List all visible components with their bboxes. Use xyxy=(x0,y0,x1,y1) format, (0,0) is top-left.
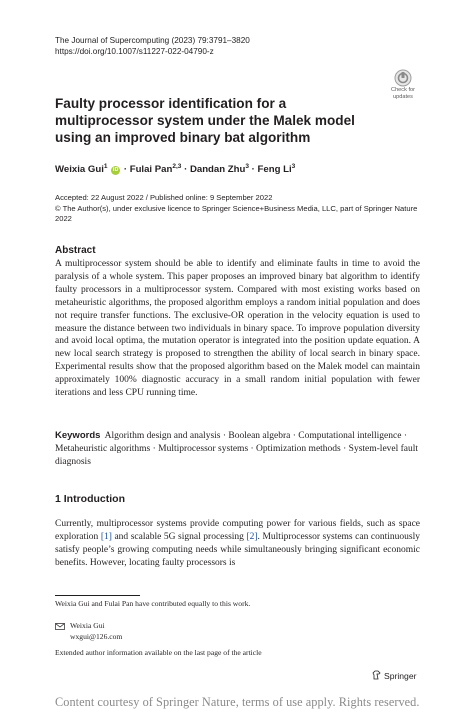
citation-link[interactable]: [1] xyxy=(100,531,112,542)
footnote-divider xyxy=(55,595,140,596)
intro-text: Currently, multiprocessor systems provide computing power for various fields, such as space exploration xyxy=(55,519,420,542)
keywords-block xyxy=(55,430,420,469)
author-separator: · xyxy=(181,164,190,176)
badge-line1: Check for xyxy=(391,87,415,93)
author-affiliation: 3 xyxy=(245,163,249,170)
author-affiliation: 3 xyxy=(291,163,296,170)
author-name[interactable]: Fulai Pan xyxy=(129,164,173,176)
author-separator: · xyxy=(121,164,130,176)
intro-text: and scalable 5G signal processing xyxy=(111,531,247,542)
introduction-paragraph xyxy=(55,518,420,570)
intro-text: . Multiprocessor systems can continuously satisfy people’s growing computing needs while simultaneously bringing significant economic benefits. However, locating faulty processors is xyxy=(55,531,421,568)
author-separator: · xyxy=(249,164,258,176)
keywords-text: Algorithm design and analysis · Boolean algebra · Computational intelligence · Metaheuristic algorithms · Multiprocessor systems · Optimization methods · System-level fault diagnosis xyxy=(55,431,419,467)
copyright-notice: © The Author(s), under exclusive licence to Springer Science+Business Media, LLC, part of Springer Nature 2022 xyxy=(55,203,418,223)
author-name[interactable]: Dandan Zhu xyxy=(189,164,246,176)
author-list xyxy=(55,163,295,175)
orcid-icon[interactable]: iD xyxy=(112,167,119,174)
article-title: Faulty processor identification for a multiprocessor system under the Malek model using an improved binary bat algorithm xyxy=(55,96,355,145)
corresponding-author xyxy=(70,621,122,642)
section-heading-introduction: 1 Introduction xyxy=(55,493,125,505)
abstract-text: A multiprocessor system should be able to identify and eliminate faults in time to avoid the paralysis of a whole system. This paper proposes an improved binary bat algorithm to identify faulty processors in a multiprocessor system. Compared with most existing works based on metaheuristic algorithms, the proposed algorithm employs a random initial population and does not require transfer functions. The exclusive-OR operation in the velocity equation is used to measure the distance between two individuals in binary space. To improve population diversity and avoid local optima, the mutation operator is integrated into the position update equation. A new local search strategy is proposed to strengthen the ability of local search in binary space. Experimental results show that the proposed algorithm based on the Malek model can maintain approximately 100% diagnostic accuracy in a small random initial population with fewer iterations and less CPU running time. xyxy=(55,259,420,399)
author-name[interactable]: Feng Li xyxy=(257,164,292,176)
author-affiliation: 1 xyxy=(103,163,108,170)
author-name[interactable]: Weixia Gui xyxy=(55,164,104,176)
keywords-label: Keywords xyxy=(55,430,101,441)
citation-link[interactable]: [2] xyxy=(246,531,258,542)
publication-dates: Accepted: 22 August 2022 / Published online: 9 September 2022 xyxy=(55,193,273,202)
corresponding-author-name: Weixia Gui xyxy=(70,621,105,630)
corresponding-author-email[interactable]: wxgui@126.com xyxy=(70,631,123,641)
courtesy-watermark: Content courtesy of Springer Nature, terms of use apply. Rights reserved. xyxy=(55,695,420,709)
footnote-extended-info: Extended author information available on the last page of the article xyxy=(55,648,262,657)
publisher-logo-text: Springer xyxy=(384,671,417,681)
footnote-equal-contribution: Weixia Gui and Fulai Pan have contributed equally to this work. xyxy=(55,599,251,608)
check-for-updates-label xyxy=(380,87,426,101)
envelope-icon xyxy=(55,623,65,630)
abstract-heading: Abstract xyxy=(55,245,96,256)
journal-citation: The Journal of Supercomputing (2023) 79:3791–3820 xyxy=(55,36,250,45)
journal-header xyxy=(55,35,250,57)
doi-link[interactable]: https://doi.org/10.1007/s11227-022-04790-z xyxy=(55,47,214,56)
article-meta xyxy=(55,193,423,225)
badge-line2: updates xyxy=(393,93,413,100)
springer-horse-icon xyxy=(372,670,381,680)
author-affiliation: 2,3 xyxy=(172,163,182,170)
